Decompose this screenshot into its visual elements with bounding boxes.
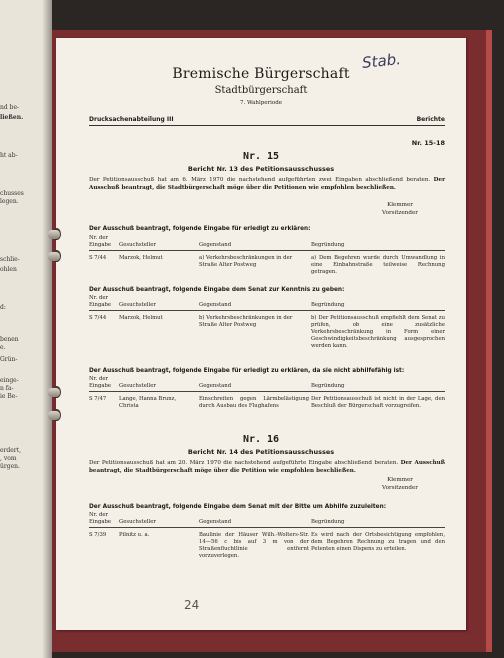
left-page-text-fragment: erdert, bbox=[0, 447, 21, 454]
signature-name: Klemmer bbox=[387, 202, 413, 208]
left-page-text-fragment: e. bbox=[0, 344, 6, 351]
left-page-text-fragment: n fa- bbox=[0, 385, 14, 392]
col-subject: Gegenstand bbox=[199, 383, 232, 389]
signature-name: Klemmer bbox=[387, 477, 413, 483]
cell-reason: a) Dem Begehren wurde durch Umwandlung in eine Einbahnstraße teilweise Rechnung getragen. bbox=[311, 255, 445, 275]
col-reason: Begründung bbox=[311, 383, 345, 389]
col-applicant: Gesuchsteller bbox=[119, 383, 156, 389]
binder-ring bbox=[48, 388, 60, 397]
section-label: Drucksachenabteilung III bbox=[89, 116, 174, 123]
report-intro-text: Der Petitionsausschuß hat am 6. März 1970 die nachstehend aufgeführten zwei Eingaben abschließend beraten. bbox=[89, 177, 431, 183]
col-subject: Gegenstand bbox=[199, 519, 232, 525]
col-nr: Nr. der Eingabe bbox=[89, 376, 112, 389]
col-nr: Nr. der Eingabe bbox=[89, 295, 112, 308]
col-applicant: Gesuchsteller bbox=[119, 302, 156, 308]
report-title: Bericht Nr. 14 des Petitionsausschusses bbox=[187, 448, 335, 456]
cell-applicant: Marzok, Helmut bbox=[119, 255, 163, 261]
left-page-text-fragment: schlie- bbox=[0, 256, 20, 263]
signature bbox=[360, 476, 440, 492]
left-page-text-fragment: benen bbox=[0, 336, 19, 343]
col-applicant: Gesuchsteller bbox=[119, 242, 156, 248]
report-title: Bericht Nr. 13 des Petitionsausschusses bbox=[187, 165, 335, 173]
decision-heading: Der Ausschuß beantragt, folgende Eingabe für erledigt zu erklären: bbox=[89, 226, 311, 232]
cell-nr: S 7/44 bbox=[89, 315, 107, 321]
cell-reason: Es wird nach der Ortsbesichtigung empfohlen, dem Begehren Rechnung zu tragen und den Petenten einen Dispens zu erteilen. bbox=[311, 532, 445, 552]
section-number: Nr. 16 bbox=[242, 434, 280, 445]
col-reason: Begründung bbox=[311, 519, 345, 525]
table-header bbox=[89, 236, 445, 251]
table-header bbox=[89, 513, 445, 528]
decision-heading: Der Ausschuß beantragt, folgende Eingabe für erledigt zu erklären, da sie nicht abhilfefähig ist: bbox=[89, 368, 405, 374]
left-page-text-fragment: , vom bbox=[0, 455, 17, 462]
col-reason: Begründung bbox=[311, 302, 345, 308]
left-page-text-fragment: Grün- bbox=[0, 356, 18, 363]
document-page bbox=[56, 38, 466, 630]
decision-heading: Der Ausschuß beantragt, folgende Eingabe dem Senat mit der Bitte um Abhilfe zuzuleiten: bbox=[89, 504, 387, 510]
left-page-text-fragment: ie Be- bbox=[0, 393, 18, 400]
left-page-text-fragment: d: bbox=[0, 304, 6, 311]
report-intro bbox=[89, 176, 445, 192]
cell-subject: Einschreiten gegen Lärmbelästigung durch Ausbau des Flughafens bbox=[199, 396, 309, 409]
handwritten-note: Stab. bbox=[361, 50, 402, 72]
cell-applicant: Marzok, Helmut bbox=[119, 315, 163, 321]
left-page-text-fragment: chusses bbox=[0, 190, 24, 197]
table-header bbox=[89, 296, 445, 311]
report-motion-text: Der Ausschuß beantragt, die Stadtbürgerschaft möge über die Petition wie empfohlen beschließen. bbox=[89, 460, 445, 474]
petition-table bbox=[89, 295, 445, 349]
cell-nr: S 7/39 bbox=[89, 532, 107, 538]
section-number: Nr. 15 bbox=[242, 151, 280, 162]
binder-cover-edge bbox=[486, 30, 492, 652]
cell-applicant: Lange, Hanna Brunz, Christa bbox=[119, 396, 177, 409]
header-row bbox=[89, 116, 445, 126]
binder-ring bbox=[48, 411, 60, 420]
binder-ring bbox=[48, 230, 60, 239]
petition-table bbox=[89, 376, 445, 409]
left-page bbox=[0, 0, 52, 658]
signature bbox=[360, 201, 440, 217]
left-page-text-fragment: ohlen bbox=[0, 266, 17, 273]
left-page-text-fragment: einge- bbox=[0, 377, 19, 384]
report-intro-text: Der Petitionsausschuß hat am 20. März 1970 die nachstehend aufgeführte Eingabe abschließend beraten. bbox=[89, 460, 399, 466]
cell-subject: Baulinie der Häuser Wilh.-Wolters-Str. 14—56 c bis auf 3 m von der Straßenfluchtlinie entfernt vorzuverlegen. bbox=[199, 532, 309, 559]
left-page-text-fragment: legen. bbox=[0, 198, 19, 205]
left-page-gutter-shadow bbox=[42, 0, 52, 658]
petition-table bbox=[89, 235, 445, 275]
cell-nr: S 7/47 bbox=[89, 396, 107, 402]
left-page-text-fragment: ließen. bbox=[0, 114, 24, 121]
number-range: Nr. 15-18 bbox=[411, 139, 445, 147]
col-applicant: Gesuchsteller bbox=[119, 519, 156, 525]
cell-applicant: Pilnitz u. a. bbox=[119, 532, 150, 538]
col-reason: Begründung bbox=[311, 242, 345, 248]
col-nr: Nr. der Eingabe bbox=[89, 235, 112, 248]
left-page-text-fragment: nd be- bbox=[0, 104, 20, 111]
cell-nr: S 7/44 bbox=[89, 255, 107, 261]
binder-ring bbox=[48, 252, 60, 261]
report-motion-text: Der Ausschuß beantragt, die Stadtbürgerschaft möge über die Petitionen wie empfohlen beschließen. bbox=[89, 177, 446, 191]
category-label: Berichte bbox=[416, 116, 445, 123]
petition-table bbox=[89, 512, 445, 559]
handwritten-page-number: 24 bbox=[184, 598, 200, 612]
report-intro bbox=[89, 459, 445, 475]
table-header bbox=[89, 377, 445, 392]
col-subject: Gegenstand bbox=[199, 242, 232, 248]
signature-role: Vorsitzender bbox=[382, 485, 418, 491]
cell-reason: b) Der Petitionsausschuß empfiehlt dem Senat zu prüfen, ob eine zusätzliche Verkehrsbeschränkung in Form einer Geschwindigkeitsbeschränkung ausgesprochen werden kann. bbox=[311, 315, 445, 349]
left-page-text-fragment: ht ab- bbox=[0, 152, 18, 159]
election-period: 7. Wahlperiode bbox=[239, 100, 282, 106]
decision-heading: Der Ausschuß beantragt, folgende Eingabe dem Senat zur Kenntnis zu geben: bbox=[89, 287, 345, 293]
document-subtitle: Stadtbürgerschaft bbox=[214, 85, 308, 96]
col-subject: Gegenstand bbox=[199, 302, 232, 308]
cell-reason: Der Petitionsausschuß ist nicht in der Lage, den Beschluß der Bürgerschaft vorzugreifen. bbox=[311, 396, 445, 409]
document-title: Bremische Bürgerschaft bbox=[172, 66, 350, 82]
col-nr: Nr. der Eingabe bbox=[89, 512, 112, 525]
cell-subject: b) Verkehrsbeschränkungen in der Straße Alter Postweg bbox=[199, 315, 293, 328]
left-page-text-fragment: ürgen. bbox=[0, 463, 20, 470]
cell-subject: a) Verkehrsbeschränkungen in der Straße Alter Postweg bbox=[199, 255, 293, 268]
signature-role: Vorsitzender bbox=[382, 210, 418, 216]
